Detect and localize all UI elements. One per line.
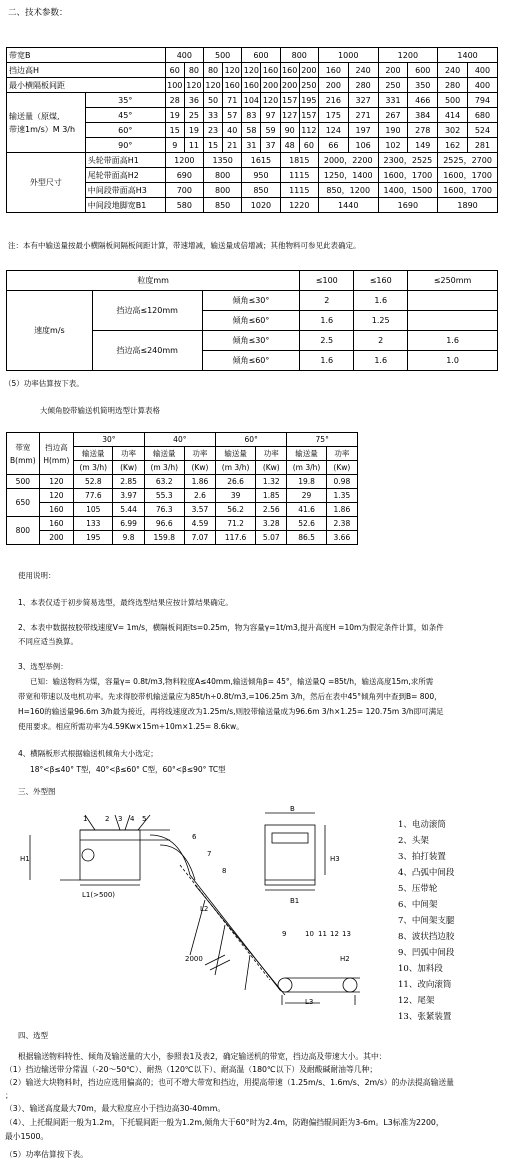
capacity-label: 输送量（原煤, 带速1m/s）M 3/h <box>7 93 86 153</box>
power-note-1: （5）功率估算按下表。 <box>4 379 84 388</box>
selection-intro: 根据输送物料特性、倾角及输送量的大小，参照表1及表2，确定输送机的带宽，挡边高及带速大小。其中： <box>18 1052 387 1061</box>
table1-note: 注：本有中输送量按最小横隔板间隔板间距计算，带速增减，输送量成倍增减；其他物料可参见此表确定。 <box>8 241 361 250</box>
item4-text: 18°<β≤40° T型，40°<β≤60° C型，60°<β≤90° TC型 <box>30 765 226 774</box>
legend-item: 13、张紧装置 <box>398 1012 452 1022</box>
section-4-title: 四、选型 <box>18 1031 48 1040</box>
side-height-row: 挡边高H 60 80 80 120 120 160 160 200 160 240 200 600 240 400 <box>7 63 498 78</box>
legend-item: 5、压带轮 <box>398 884 438 894</box>
selection-1: （1）挡边输送带分常温（-20～50℃）、耐热（120℃以下）、耐高温（180℃以下）及耐酸碱耐油等几种； <box>5 1065 378 1074</box>
table-row: 650 120 77.6 3.97 55.3 2.6 39 1.85 29 1.35 <box>7 489 358 503</box>
t3-unit-row: (m 3/h) (Kw) (m 3/h) (Kw) (m 3/h) (Kw) (m 3/h) (Kw) <box>7 461 358 475</box>
dims-row-b1: 中间段地脚宽B1 580 850 1020 1220 1440 1690 1890 <box>7 198 498 213</box>
table-row: 200 195 9.8 159.8 7.07 117.6 5.07 86.5 3.66 <box>7 531 358 545</box>
capacity-row-60: 60° 15 19 23 40 58 59 90 112 124 197 190 278 302 524 <box>7 123 498 138</box>
example-3: H=160的输送量96.6m 3/h最为接近，再将线速度改为1.25m/s,则胶带输送量成为96.6m 3/h×1.25= 120.75m 3/h即可满足 <box>18 707 444 716</box>
diagram-labels: 1 2 3 4 5 6 7 8 9 10 11 12 13 H1 H3 B B1 L1(>500) L2 2000 L3 H2 <box>20 805 351 1006</box>
legend-item: 8、波状挡边胶 <box>398 932 455 942</box>
capacity-row-35: 输送量（原煤, 带速1m/s）M 3/h 35° 28 36 50 71 104 120 157 195 216 327 331 466 500 794 <box>7 93 498 108</box>
table-row: 160 105 5.44 76.3 3.57 56.2 2.56 41.6 1.86 <box>7 503 358 517</box>
table-row: 500 120 52.8 2.85 63.2 1.86 26.6 1.32 19.8 0.98 <box>7 475 358 489</box>
technical-parameters-table <box>6 47 498 213</box>
legend-item: 4、凸弧中间段 <box>398 868 455 878</box>
selection-3: （3）、输送高度最大70m，最大粒度应小于挡边高30-40mm。 <box>5 1104 226 1113</box>
section-3-title: 三、外型图 <box>18 787 56 796</box>
selection-4b: 最小1500。 <box>5 1132 49 1141</box>
t3-angle-row: 带宽 B(mm) 挡边高 H(mm) 30° 40° 60° 75° <box>7 433 358 447</box>
legend-item: 10、加料段 <box>398 964 443 974</box>
legend-item: 7、中间架支腿 <box>398 916 455 926</box>
legend-item: 11、改向滚筒 <box>398 980 452 990</box>
speed-row: 倾角≤60° 1.6 1.6 1.0 <box>7 351 498 371</box>
example-2: 带宽和带速以及电机功率。先求得胶带机输送量应为85t/h÷0.8t/m3,=106.25m 3/h，然后在表中45°倾角列中查到B= 800， <box>18 692 442 701</box>
dims-row-h2: 尾轮带面高H2 690 800 950 1115 1250，1400 1600，1700 1600，1700 <box>7 168 498 183</box>
speed-row: 倾角≤60° 1.6 1.25 <box>7 311 498 331</box>
capacity-row-45: 45° 19 25 33 57 83 97 127 157 175 271 267 384 414 680 <box>7 108 498 123</box>
belt-width-row: 带宽B 400 500 600 800 1000 1200 1400 <box>7 48 498 63</box>
example-4: 使用要求。相应所需功率为4.59Kw×15m÷10m×1.25= 8.6kw。 <box>18 722 244 731</box>
t3-label-row: 输送量 功率 输送量 功率 输送量 功率 输送量 功率 <box>7 447 358 461</box>
table-row: 800 160 133 6.99 96.6 4.59 71.2 3.28 52.6 2.38 <box>7 517 358 531</box>
capacity-row-90: 90° 9 11 15 21 31 37 48 60 66 106 102 149 162 281 <box>7 138 498 153</box>
min-spacing-row: 最小横隔板间距 100 120 120 160 160 200 200 250 200 280 250 350 280 400 <box>7 78 498 93</box>
usage-1: 1、本表仅适于初步简易选型，最终选型结果应按计算结果确定。 <box>18 598 233 607</box>
legend-item: 3、拍打装置 <box>398 852 446 862</box>
belt-width-label: 带宽B <box>7 48 166 63</box>
speed-header-row: 粒度mm ≤100 ≤160 ≤250mm <box>7 271 498 291</box>
selection-4a: （4）、上托辊间距一般为1.2m，下托辊间距一般为1.2m,倾角大于60°时为2.4m，防跑偏挡辊间距为3-6m。L3标准为2200， <box>5 1118 444 1127</box>
dims-row-h1: 外型尺寸 头轮带面高H1 1200 1350 1615 1815 2000，2200 2300，2525 2525，2700 <box>7 153 498 168</box>
usage-title: 使用说明： <box>18 571 56 580</box>
legend-item: 2、头架 <box>398 836 429 846</box>
power-note-2: （5）功率估算按下表。 <box>5 1150 88 1159</box>
table3-title: 大倾角胶带输送机简明选型计算表格 <box>40 406 160 415</box>
example-1: 已知：输送物料为煤，容量γ= 0.8t/m3,物料粒度A≤40mm,输送倾角β= 45°，输送量Q =85t/h，输送高度15m,求所需 <box>30 677 434 686</box>
legend-item: 12、尾架 <box>398 996 435 1006</box>
diagram-legend <box>398 818 454 1026</box>
legend-item: 9、凹弧中间段 <box>398 948 455 958</box>
section-2-title: 二、技术参数： <box>8 8 68 18</box>
legend-item: 1、电动滚筒 <box>398 820 446 830</box>
speed-table <box>6 270 498 371</box>
dims-label: 外型尺寸 <box>7 153 86 213</box>
speed-row: 速度m/s 挡边高≤120mm 倾角≤30° 2 1.6 <box>7 291 498 311</box>
selection-calc-table <box>6 432 358 545</box>
usage-2b: 不同应适当换算。 <box>18 637 78 646</box>
usage-2a: 2、本表中数据按胶带线速度V= 1m/s，横隔板间距ts=0.25m，物为容量γ=1t/m3,提升高度H =10m为假定条件计算，如条件 <box>18 623 444 632</box>
speed-row: 挡边高≤240mm 倾角≤30° 2.5 2 1.6 <box>7 331 498 351</box>
dims-row-h3: 中间段带面高H3 700 800 850 1115 850，1200 1400，1500 1600，1700 <box>7 183 498 198</box>
legend-item: 6、中间架 <box>398 900 438 910</box>
item4-title: 4、横隔板形式根据输送机倾角大小选定； <box>18 749 158 758</box>
selection-2a: （2）输送大块物料时，挡边应选用偏高的；也可不增大带宽和挡边，用提高带速（1.25m/s、1.6m/s、2m/s）的办法提高输送量 <box>5 1078 454 1087</box>
example-title: 3、选型举例： <box>18 662 68 671</box>
selection-2b: ； <box>5 1091 13 1100</box>
